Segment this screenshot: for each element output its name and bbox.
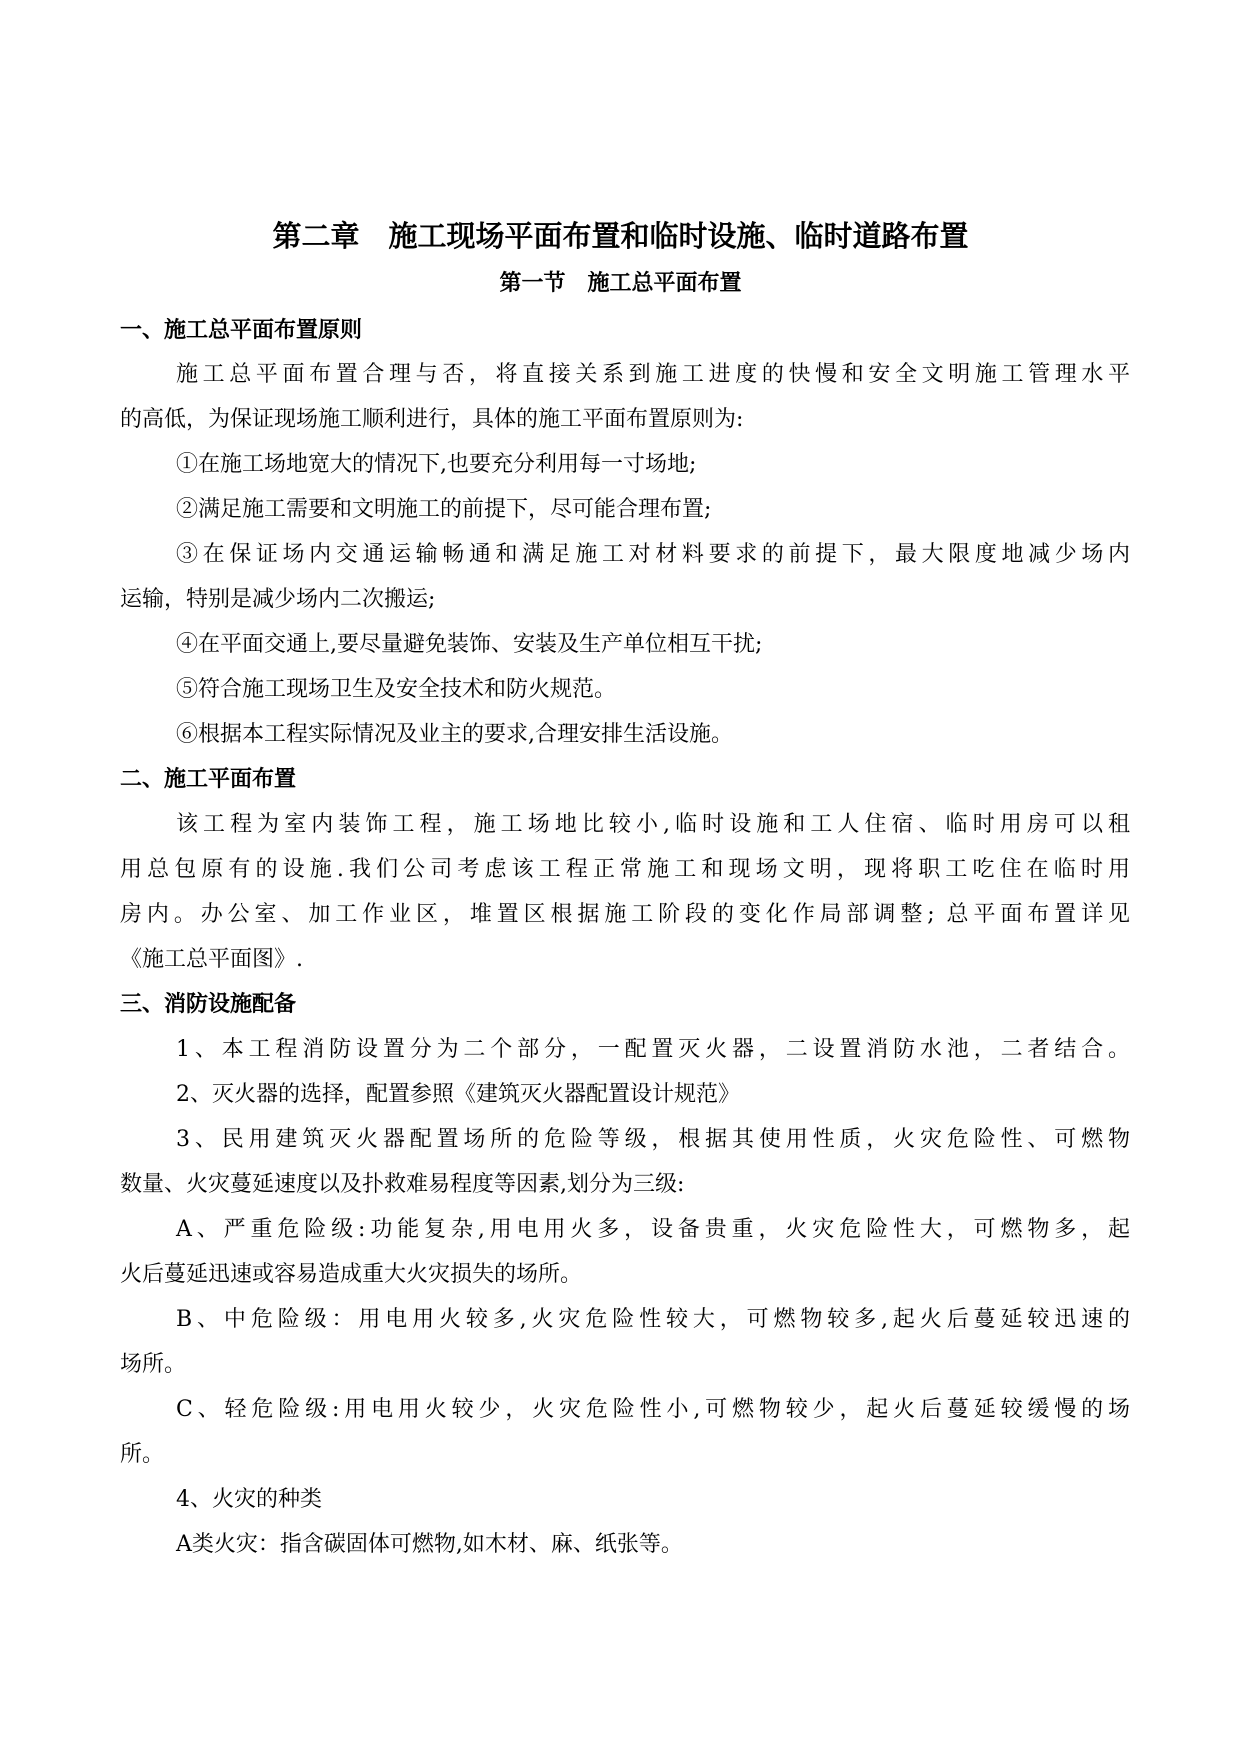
chapter-title: 第二章 施工现场平面布置和临时设施、临时道路布置 — [272, 219, 969, 253]
list-item: ①在施工场地宽大的情况下,也要充分利用每一寸场地; — [176, 452, 697, 477]
numbered-item: 3、民用建筑灭火器配置场所的危险等级，根据其使用性质，火灾危险性、可燃物 — [176, 1127, 1130, 1152]
hazard-level-continuation: 火后蔓延迅速或容易造成重大火灾损失的场所。 — [120, 1262, 583, 1287]
hazard-level-item: C、轻危险级:用电用火较少，火灾危险性小,可燃物较少，起火后蔓延较缓慢的场 — [176, 1397, 1130, 1422]
fire-class-item: A类火灾：指含碳固体可燃物,如木材、麻、纸张等。 — [176, 1532, 683, 1557]
list-item: ③在保证场内交通运输畅通和满足施工对材料要求的前提下，最大限度地减少场内 — [176, 542, 1130, 567]
list-item: ⑥根据本工程实际情况及业主的要求,合理安排生活设施。 — [176, 722, 733, 747]
heading-layout-principles: 一、施工总平面布置原则 — [120, 318, 363, 343]
section-title: 第一节 施工总平面布置 — [499, 271, 742, 296]
hazard-level-continuation: 场所。 — [120, 1352, 187, 1377]
heading-site-layout: 二、施工平面布置 — [120, 767, 297, 792]
paragraph-line: 的高低，为保证现场施工顺利进行，具体的施工平面布置原则为: — [120, 407, 744, 432]
list-item: ⑤符合施工现场卫生及安全技术和防火规范。 — [176, 677, 617, 702]
numbered-item: 2、灭火器的选择，配置参照《建筑灭火器配置设计规范》 — [176, 1082, 740, 1107]
paragraph-line: 该工程为室内装饰工程，施工场地比较小,临时设施和工人住宿、临时用房可以租 — [176, 812, 1130, 837]
list-item: ②满足施工需要和文明施工的前提下，尽可能合理布置; — [176, 497, 712, 522]
paragraph-line: 施工总平面布置合理与否，将直接关系到施工进度的快慢和安全文明施工管理水平 — [176, 362, 1130, 387]
numbered-item-continuation: 数量、火灾蔓延速度以及扑救难易程度等因素,划分为三级: — [120, 1172, 685, 1197]
list-item: ④在平面交通上,要尽量避免装饰、安装及生产单位相互干扰; — [176, 632, 763, 657]
numbered-item: 1、本工程消防设置分为二个部分，一配置灭火器，二设置消防水池，二者结合。 — [176, 1037, 1130, 1062]
list-item-continuation: 运输，特别是减少场内二次搬运; — [120, 587, 436, 612]
hazard-level-item: A、严重危险级:功能复杂,用电用火多，设备贵重，火灾危险性大，可燃物多，起 — [176, 1217, 1130, 1242]
paragraph-line: 用总包原有的设施.我们公司考虑该工程正常施工和现场文明，现将职工吃住在临时用 — [120, 857, 1130, 882]
numbered-item: 4、火灾的种类 — [176, 1487, 322, 1512]
paragraph-line: 房内。办公室、加工作业区，堆置区根据施工阶段的变化作局部调整; 总平面布置详见 — [120, 902, 1130, 927]
hazard-level-item: B、中危险级：用电用火较多,火灾危险性较大，可燃物较多,起火后蔓延较迅速的 — [176, 1307, 1130, 1332]
paragraph-line: 《施工总平面图》. — [120, 947, 303, 972]
heading-fire-facilities: 三、消防设施配备 — [120, 992, 297, 1017]
hazard-level-continuation: 所。 — [120, 1442, 165, 1467]
